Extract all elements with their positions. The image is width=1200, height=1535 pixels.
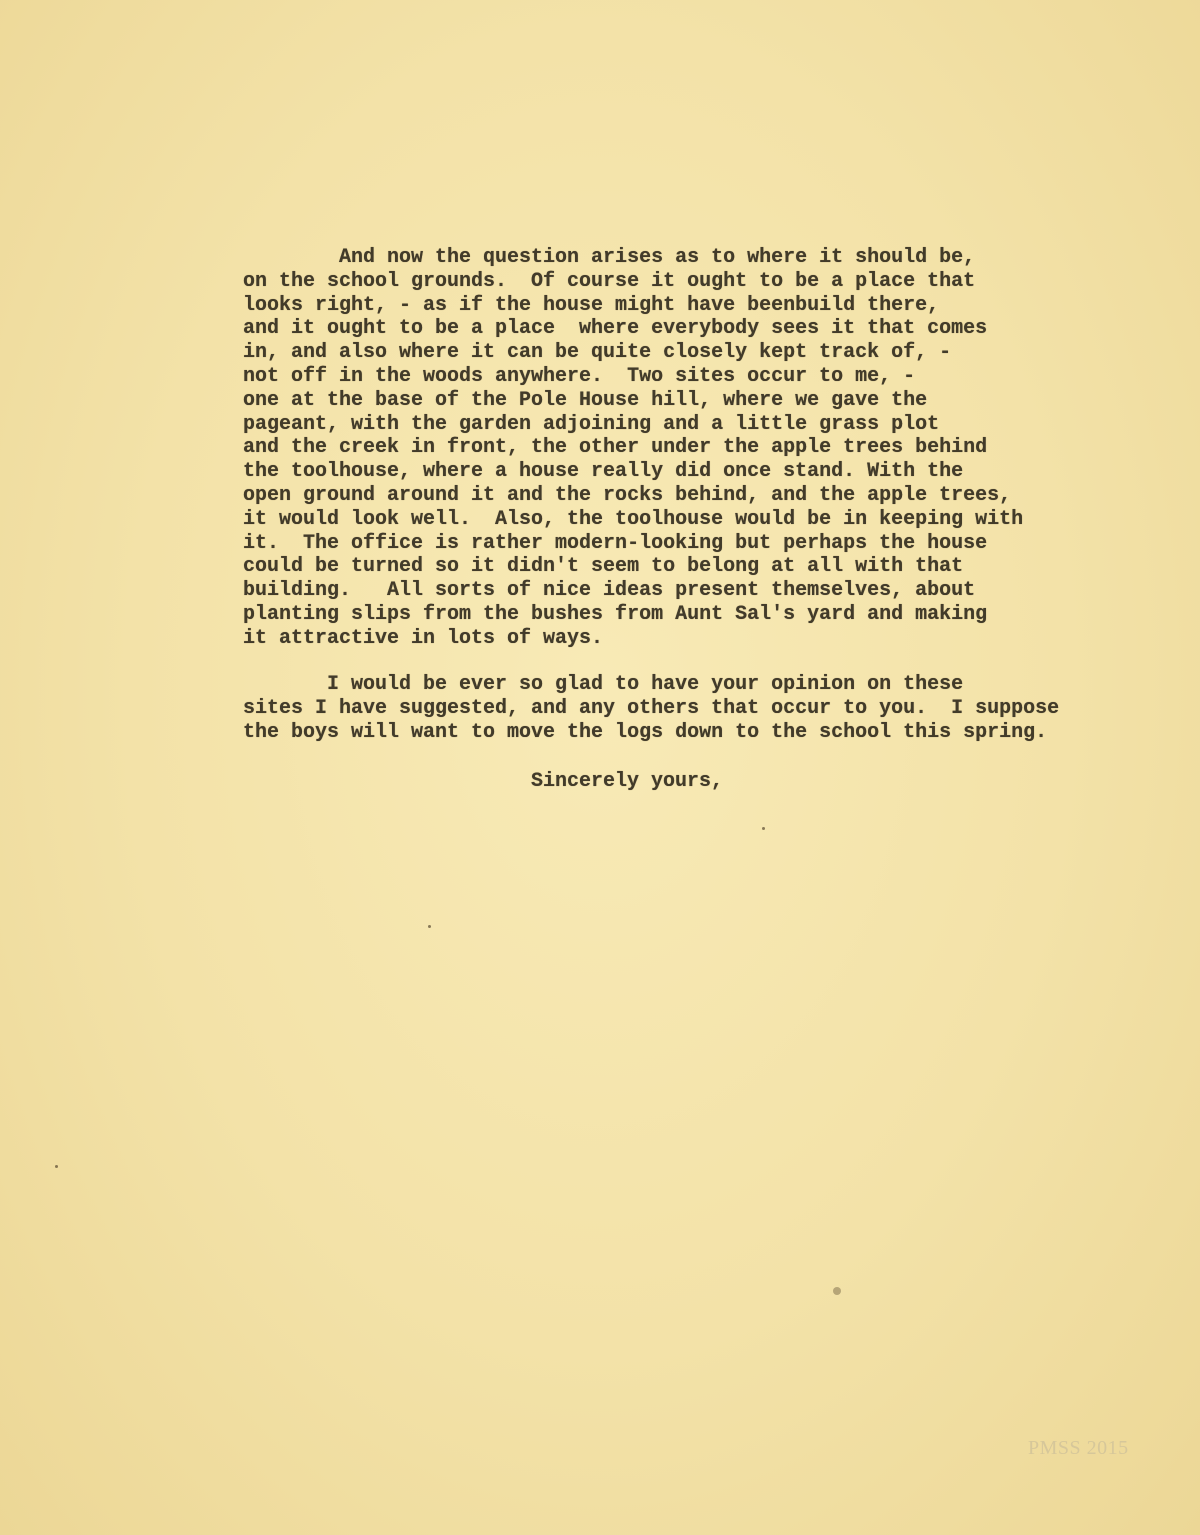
text-line: And now the question arises as to where it should be, — [243, 246, 976, 269]
text-line: it. The office is rather modern-looking but perhaps the house — [243, 531, 988, 555]
paper-speck — [428, 925, 431, 928]
text-line: building. All sorts of nice ideas present themselves, about — [243, 579, 976, 603]
text-line: it attractive in lots of ways. — [243, 626, 604, 650]
paper-speck — [762, 827, 765, 830]
text-line: not off in the woods anywhere. Two sites occur to me, - — [243, 364, 916, 388]
text-line: looks right, - as if the house might have beenbuild there, — [243, 293, 940, 317]
paragraph-2 — [243, 673, 1059, 744]
text-line: in, and also where it can be quite closely kept track of, - — [243, 341, 952, 365]
watermark: PMSS 2015 — [1028, 1437, 1129, 1459]
text-line: planting slips from the bushes from Aunt Sal's yard and making — [243, 602, 988, 626]
text-line: could be turned so it didn't seem to belong at all with that — [243, 555, 964, 579]
text-line: I would be ever so glad to have your opinion on these — [243, 673, 964, 696]
text-line: the boys will want to move the logs down to the school this spring. — [243, 720, 1048, 744]
closing: Sincerely yours, — [531, 770, 724, 793]
text-line: on the school grounds. Of course it ought to be a place that — [243, 269, 976, 293]
text-line: it would look well. Also, the toolhouse would be in keeping with — [243, 507, 1024, 531]
text-line: one at the base of the Pole House hill, where we gave the — [243, 388, 928, 412]
text-line: pageant, with the garden adjoining and a little grass plot — [243, 412, 940, 436]
paper-speck — [833, 1287, 841, 1295]
paper-speck — [55, 1165, 58, 1168]
text-line: the toolhouse, where a house really did once stand. With the — [243, 460, 964, 484]
text-line: open ground around it and the rocks behind, and the apple trees, — [243, 483, 1012, 507]
paragraph-1 — [243, 246, 1023, 651]
text-line: and it ought to be a place where everybody sees it that comes — [243, 317, 988, 341]
text-line: sites I have suggested, and any others that occur to you. I suppose — [243, 696, 1060, 720]
text-line: and the creek in front, the other under the apple trees behind — [243, 436, 988, 460]
